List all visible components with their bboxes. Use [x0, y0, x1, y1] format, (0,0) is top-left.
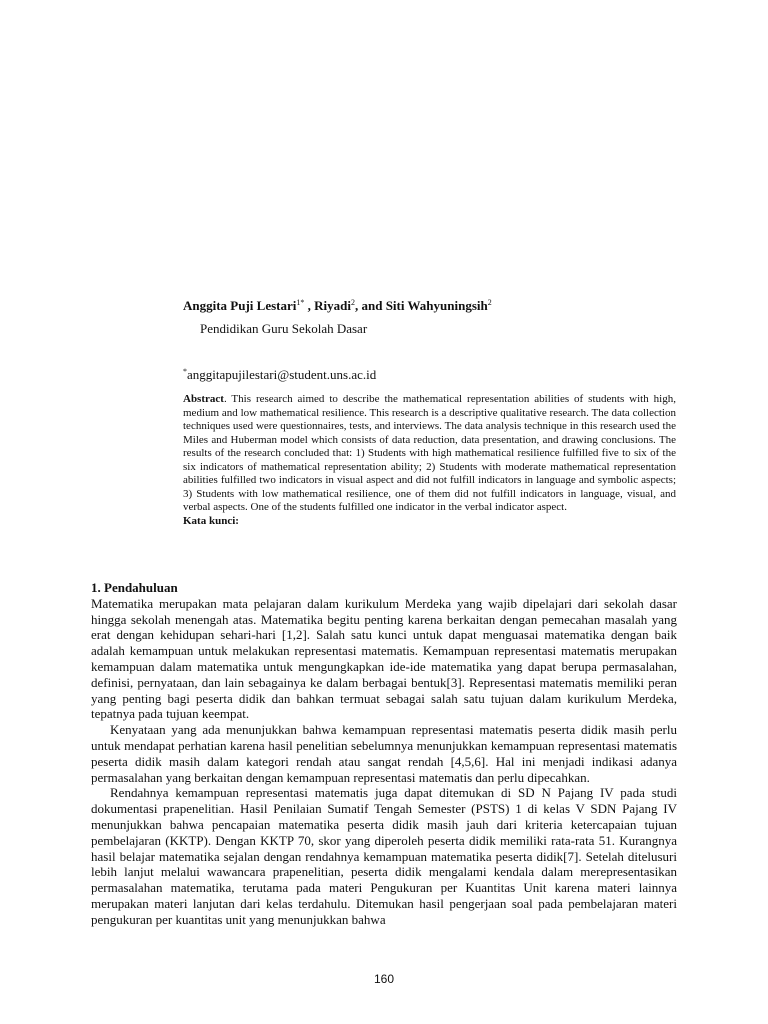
abstract-block: [183, 393, 676, 528]
keywords-label: Kata kunci:: [183, 514, 239, 527]
email-marker: *: [183, 367, 187, 376]
paragraph: Kenyataan yang ada menunjukkan bahwa kemampuan representasi matematis peserta didik masih perlu untuk mendapat perhatian karena hasil penelitian sebelumnya menunjukkan kemampuan representasi matematis peserta didik masih dalam kategori rendah atau sangat rendah [4,5,6]. Hal ini menjadi indikasi adanya permasalahan yang berkaitan dengan kemampuan representasi matematis dan perlu dipecahkan.: [91, 722, 677, 785]
author-name: Riyadi: [314, 298, 351, 313]
author-name: Siti Wahyuningsih: [385, 298, 488, 313]
paragraph: Matematika merupakan mata pelajaran dalam kurikulum Merdeka yang wajib dipelajari dari sekolah dasar hingga sekolah menengah atas. Matematika begitu penting karena berkaitan dengan pemecahan masalah yang erat dengan kehidupan sehari-hari [1,2]. Salah satu kunci untuk dapat menguasai matematika dengan baik adalah kemampuan untuk melakukan representasi matematis. Kemampuan representasi matematis merupakan kemampuan dalam matematika untuk mengungkapkan ide-ide matematika yang dapat berupa permasalahan, definisi, pernyataan, dan lain sebagainya ke dalam berbagai bentuk[3]. Representasi matematis memiliki peran yang penting bagi peserta didik dan bahkan termuat sebagai salah satu tujuan dalam kurikulum Merdeka, tepatnya pada tujuan keempat.: [91, 595, 677, 722]
section-heading: 1. Pendahuluan: [91, 580, 178, 595]
abstract-label: Abstract: [183, 393, 224, 405]
author-name: Anggita Puji Lestari: [183, 298, 297, 313]
email-address: anggitapujilestari@student.uns.ac.id: [187, 367, 377, 382]
corresponding-email: [183, 367, 376, 383]
paragraph: Rendahnya kemampuan representasi matematis juga dapat ditemukan di SD N Pajang IV pada studi dokumentasi prapenelitian. Hasil Penilaian Sumatif Tengah Semester (PSTS) 1 di kelas V SDN Pajang IV menunjukkan bahwa pencapaian matematika peserta didik masih jauh dari kriteria ketercapaian tujuan pembelajaran (KKTP). Dengan KKTP 70, skor yang diperoleh peserta didik memiliki rata-rata 51. Kurangnya hasil belajar matematika sejalan dengan rendahnya kemampuan matematika peserta didik[7]. Setelah ditelusuri lebih lanjut melalui wawancara prapenelitian, peserta didik mengalami kendala dalam merepresentasikan permasalahan matematika, terutama pada materi Pengukuran per Kuantitas Unit karena materi lainnya merupakan materi lanjutan dari kelas terdahulu. Ditemukan hasil pengerjaan soal pada pembelajaran materi pengukuran per kuantitas unit yang menunjukkan bahwa: [91, 785, 677, 927]
author-separator: ,: [304, 298, 315, 313]
author-superscript: 1*: [296, 298, 305, 307]
author-superscript: 2: [350, 298, 355, 307]
page-number: 160: [373, 972, 395, 986]
abstract-text: . This research aimed to describe the mathematical representation abilities of students with high, medium and low mathematical resilience. This research is a descriptive qualitative research. The data collection techniques used were questionnaires, tests, and interviews. The data analysis technique in this research used the Miles and Huberman model which consists of data reduction, data presentation, and drawing conclusions. The results of the research concluded that: 1) Students with high mathematical resilience fulfilled five to six of the six indicators of mathematical representation ability; 2) Students with moderate mathematical representation abilities fulfilled two indicators in visual aspect and did not fulfill indicators in language and symbolic aspects; 3) Students with low mathematical resilience, one of them did not fulfill indicators in language, visual, and verbal aspects. One of the students fulfilled one indicator in the verbal indicator aspect.: [183, 393, 676, 513]
introduction-section: [91, 580, 677, 928]
author-superscript: 2: [487, 298, 492, 307]
affiliation: Pendidikan Guru Sekolah Dasar: [200, 321, 368, 336]
author-separator: , and: [354, 298, 386, 313]
author-line: [183, 298, 492, 314]
